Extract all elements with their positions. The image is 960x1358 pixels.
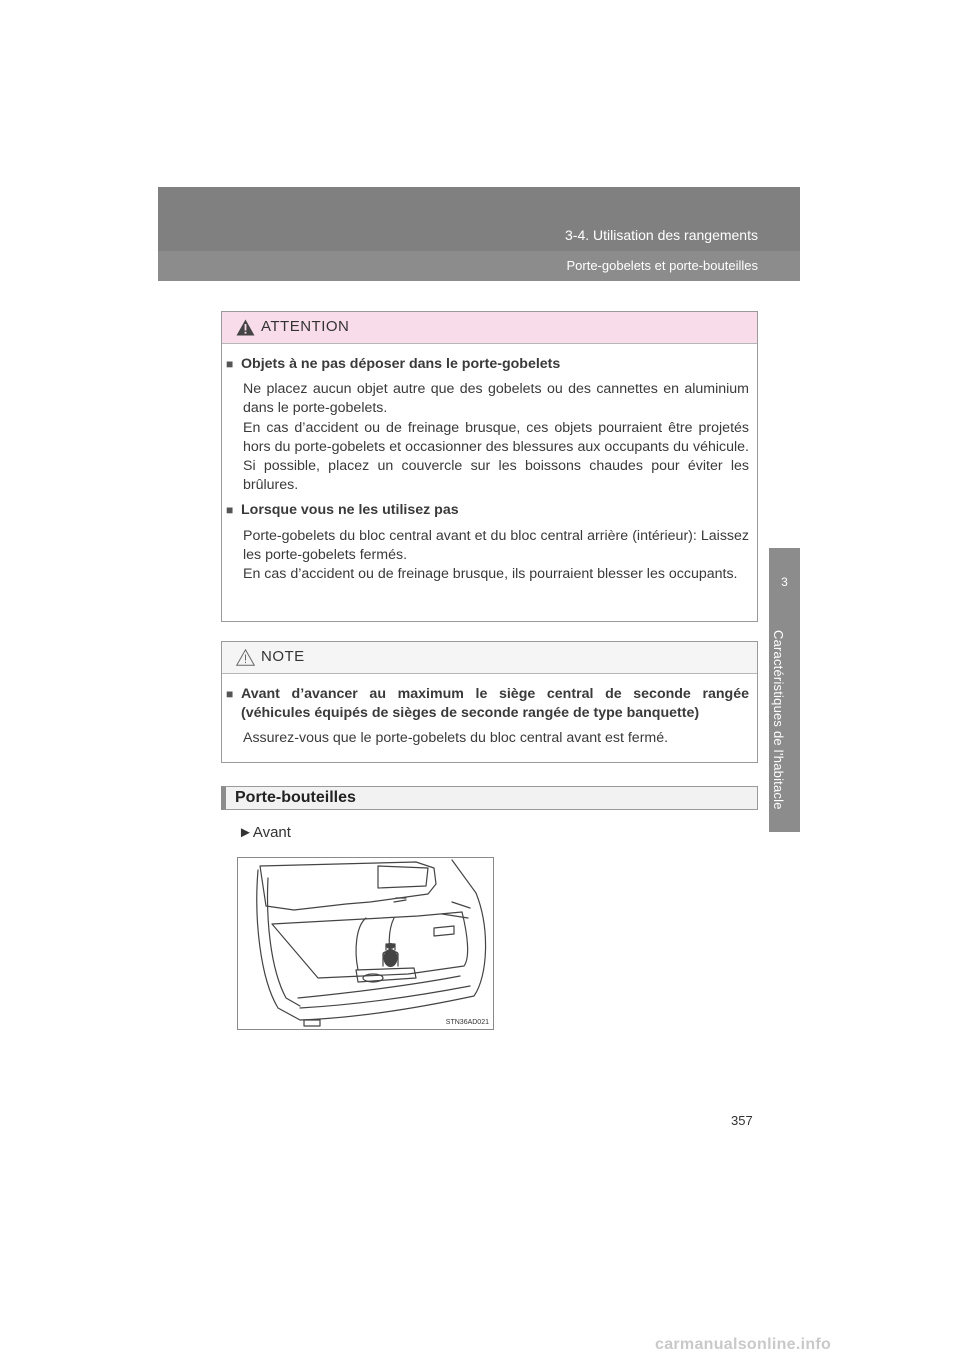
caution-triangle-icon (236, 649, 255, 666)
header-subtitle-bar (158, 251, 800, 281)
note-box (221, 641, 758, 763)
variant-label: ►Avant (238, 824, 291, 841)
door-panel-drawing (238, 858, 493, 1029)
figure-code: STN36AD021 (445, 1019, 489, 1026)
chapter-label: Caractéristiques de l’habitacle (771, 630, 786, 810)
attention-item-text: Porte-gobelets du bloc central avant et du bloc central arrière (intérieur): Laissez les porte-gobelets fermés. En cas d’accident ou de freinage brusque, ils pourraient blesser les occupants. (243, 527, 749, 583)
chapter-number: 3 (781, 575, 788, 589)
page-number: 357 (731, 1113, 753, 1128)
attention-box (221, 311, 758, 622)
header-section-title: 3-4. Utilisation des rangements (565, 227, 758, 243)
header-subtitle: Porte-gobelets et porte-bouteilles (566, 258, 758, 273)
section-heading (221, 786, 758, 810)
door-bottle-holder-illustration (237, 857, 494, 1030)
header-band (158, 187, 800, 281)
note-body (222, 674, 757, 749)
attention-title: ATTENTION (261, 318, 350, 335)
square-bullet-icon: ■ (226, 357, 234, 371)
attention-item-text: Ne placez aucun objet autre que des gobelets ou des cannettes en aluminium dans le porte-gobelets. En cas d’accident ou de freinage brusque, ces objets pourraient être projetés hors du porte-gobelets et occasionner des blessures aux occupants du véhicule. Si possible, placez un couvercle sur les boissons chaudes pour éviter les brûlures. (243, 381, 749, 494)
note-item-text: Assurez-vous que le porte-gobelets du bloc central avant est fermé. (243, 730, 669, 747)
warning-triangle-icon (236, 319, 255, 336)
square-bullet-icon: ■ (226, 687, 234, 701)
attention-body (222, 344, 757, 584)
section-title: Porte-bouteilles (235, 789, 356, 806)
attention-header (222, 312, 757, 344)
attention-item-heading: ■ Objets à ne pas déposer dans le porte-gobelets (226, 355, 749, 374)
chapter-side-tab (769, 548, 800, 832)
note-item-heading: ■ Avant d’avancer au maximum le siège central de seconde rangée (véhicules équipés de sièges de seconde rangée de type banquette) (226, 685, 749, 723)
note-header (222, 642, 757, 674)
attention-item-heading: ■ Lorsque vous ne les utilisez pas (226, 501, 749, 520)
note-title: NOTE (261, 648, 305, 665)
square-bullet-icon: ■ (226, 503, 234, 518)
watermark: carmanualsonline.info (655, 1336, 832, 1353)
